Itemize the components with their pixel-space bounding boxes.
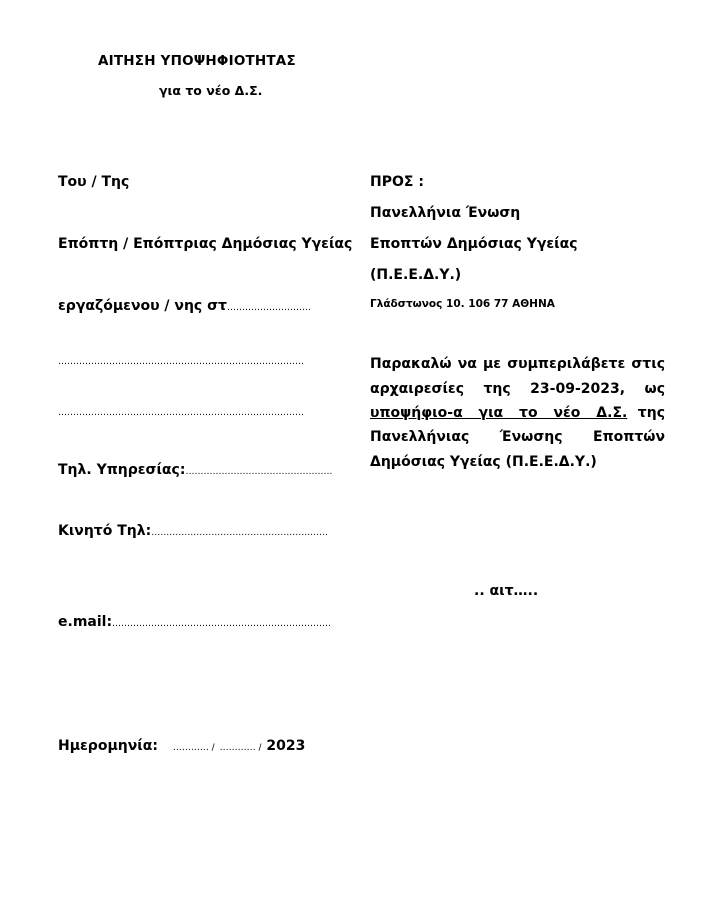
- work-phone-field: [58, 461, 332, 481]
- date-field: [58, 737, 305, 757]
- date-day-dots: ………… /: [172, 743, 215, 753]
- blank-line-1: ……………………………………………………………………….: [58, 357, 304, 367]
- employed-at-dots: ……………………….: [226, 303, 311, 313]
- email-label: e.mail:: [58, 614, 113, 630]
- applicant-role-label: Επόπτη / Επόπτριας Δημόσιας Υγείας: [58, 236, 353, 252]
- mobile-phone-field: [58, 522, 328, 542]
- mobile-phone-dots: …………………………………………….…….: [151, 528, 328, 538]
- date-label: Ημερομηνία:: [58, 738, 158, 754]
- work-phone-dots: ………………………………………….: [185, 467, 333, 477]
- request-line-5: Δημόσιας Υγείας (Π.Ε.Ε.Δ.Υ.): [370, 454, 597, 470]
- recipient-line-2: Εποπτών Δημόσιας Υγείας: [370, 236, 578, 252]
- recipient-abbreviation: (Π.Ε.Ε.Δ.Υ.): [370, 267, 462, 283]
- blank-line-2: ……………………………………………………………………….: [58, 408, 304, 418]
- email-field: [58, 613, 331, 633]
- candidate-for-board-text: υποψήφιο-α για το νέο Δ.Σ.: [370, 405, 628, 421]
- to-label: ΠΡΟΣ :: [370, 174, 424, 190]
- signature-placeholder: .. αιτ…..: [474, 583, 539, 599]
- request-line-3-end: της: [637, 405, 665, 421]
- recipient-line-1: Πανελλήνια Ένωση: [370, 205, 521, 221]
- date-month-dots: ………… /: [219, 743, 262, 753]
- employed-at-label: εργαζόμενου / νης στ: [58, 298, 227, 314]
- document-title: ΑΙΤΗΣΗ ΥΠΟΨΗΦΙΟΤΗΤΑΣ: [98, 53, 296, 69]
- applicant-of-label: Του / Της: [58, 174, 130, 190]
- date-year: 2023: [266, 738, 306, 754]
- work-phone-label: Τηλ. Υπηρεσίας:: [58, 462, 186, 478]
- recipient-address: Γλάδστωνος 10. 106 77 ΑΘΗΝΑ: [370, 298, 555, 310]
- request-line-3: [370, 404, 665, 422]
- document-subtitle: για το νέο Δ.Σ.: [159, 83, 263, 98]
- request-line-2: αρχαιρεσίες της 23-09-2023, ως: [370, 381, 665, 397]
- mobile-phone-label: Κινητό Τηλ:: [58, 523, 152, 539]
- employed-at-field: [58, 297, 311, 317]
- request-line-4: Πανελλήνιας Ένωσης Εποπτών: [370, 429, 665, 445]
- email-dots: ……………………………………………………………….: [112, 619, 331, 629]
- request-line-1: Παρακαλώ να με συμπεριλάβετε στις: [370, 356, 665, 372]
